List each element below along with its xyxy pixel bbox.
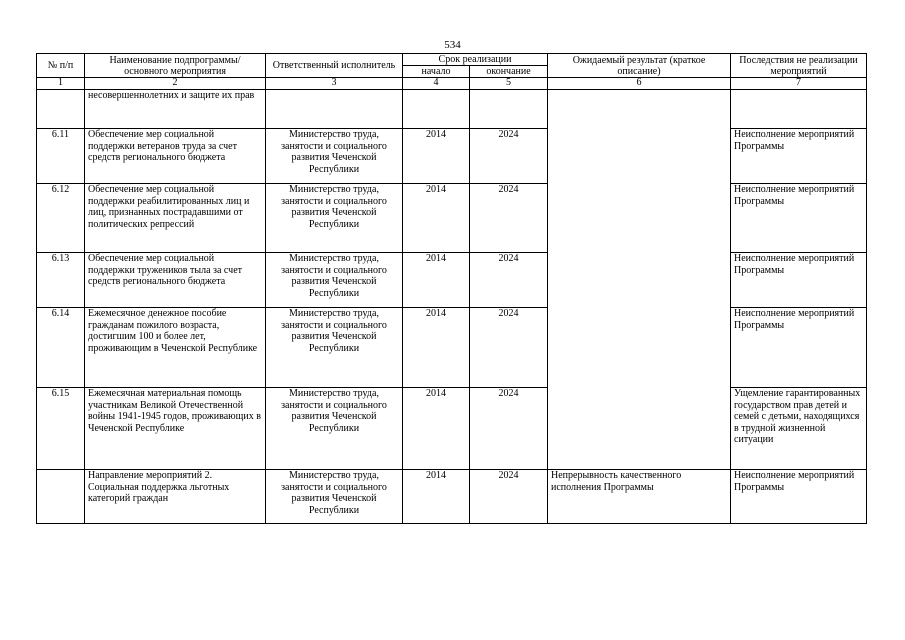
col-number: 4 [403,78,470,90]
header-responsible: Ответственный исполнитель [266,54,403,78]
cell-num: 6.11 [37,129,85,184]
cell-start: 2014 [403,184,470,253]
header-result: Ожидаемый результат (краткое описание) [548,54,731,78]
cell-name: Обеспечение мер социальной поддержки ветеранов труда за счет средств регионального бюджета [85,129,266,184]
cell-responsible: Министерство труда, занятости и социального развития Чеченской Республики [266,184,403,253]
cell-consequence: Неисполнение мероприятий Программы [731,470,867,524]
header-term: Срок реализации [403,54,548,66]
col-number: 1 [37,78,85,90]
cell-name: Обеспечение мер социальной поддержки реабилитированных лиц и лиц, признанных пострадавшими от политических репрессий [85,184,266,253]
cell-name: Ежемесячная материальная помощь участникам Великой Отечественной войны 1941-1945 годов, проживающих в Чеченской Республике [85,388,266,470]
cell-num: 6.12 [37,184,85,253]
cell-start: 2014 [403,388,470,470]
cell-result [548,253,731,308]
cell-result [548,129,731,184]
cell-responsible: Министерство труда, занятости и социального развития Чеченской Республики [266,253,403,308]
cell-num: 6.14 [37,308,85,388]
header-end: окончание [470,66,548,78]
col-number: 7 [731,78,867,90]
header-row-1 [37,54,867,66]
cell-responsible: Министерство труда, занятости и социального развития Чеченской Республики [266,129,403,184]
table-row [37,470,867,524]
table-row [37,388,867,470]
column-number-row [37,78,867,90]
table-row [37,184,867,253]
cell-start: 2014 [403,129,470,184]
cell-consequence: Неисполнение мероприятий Программы [731,129,867,184]
cell-start: 2014 [403,308,470,388]
cell-result [548,308,731,388]
cell-start: 2014 [403,253,470,308]
cell-name: Обеспечение мер социальной поддержки тружеников тыла за счет средств регионального бюджета [85,253,266,308]
cell-responsible: Министерство труда, занятости и социального развития Чеченской Республики [266,388,403,470]
cell-end: 2024 [470,129,548,184]
cell-name: несовершеннолетних и защите их прав [85,90,266,129]
cell-consequence: Ущемление гарантированных государством прав детей и семей с детьми, находящихся в трудной жизненной ситуации [731,388,867,470]
cell-start: 2014 [403,470,470,524]
cell-num [37,90,85,129]
cell-end: 2024 [470,184,548,253]
table-row [37,253,867,308]
cell-end: 2024 [470,308,548,388]
cell-consequence [731,90,867,129]
table-row [37,308,867,388]
cell-result [548,90,731,129]
col-number: 3 [266,78,403,90]
header-start: начало [403,66,470,78]
header-name: Наименование подпрограммы/ основного мероприятия [85,54,266,78]
col-number: 2 [85,78,266,90]
col-number: 5 [470,78,548,90]
program-table [36,53,867,524]
cell-consequence: Неисполнение мероприятий Программы [731,184,867,253]
cell-consequence: Неисполнение мероприятий Программы [731,308,867,388]
cell-end [470,90,548,129]
page-number: 534 [444,39,461,51]
cell-result: Непрерывность качественного исполнения Программы [548,470,731,524]
table-row [37,129,867,184]
cell-num: 6.13 [37,253,85,308]
cell-responsible: Министерство труда, занятости и социального развития Чеченской Республики [266,470,403,524]
cell-num [37,470,85,524]
cell-end: 2024 [470,470,548,524]
col-number: 6 [548,78,731,90]
cell-name: Направление мероприятий 2. Социальная поддержка льготных категорий граждан [85,470,266,524]
cell-end: 2024 [470,253,548,308]
cell-name: Ежемесячное денежное пособие гражданам пожилого возраста, достигшим 100 и более лет, проживающим в Чеченской Республике [85,308,266,388]
cell-consequence: Неисполнение мероприятий Программы [731,253,867,308]
cell-responsible [266,90,403,129]
cell-result [548,184,731,253]
cell-end: 2024 [470,388,548,470]
header-consequences: Последствия не реализации мероприятий [731,54,867,78]
cell-result [548,388,731,470]
cell-responsible: Министерство труда, занятости и социального развития Чеченской Республики [266,308,403,388]
cell-start [403,90,470,129]
header-num: № п/п [37,54,85,78]
table-row [37,90,867,129]
cell-num: 6.15 [37,388,85,470]
